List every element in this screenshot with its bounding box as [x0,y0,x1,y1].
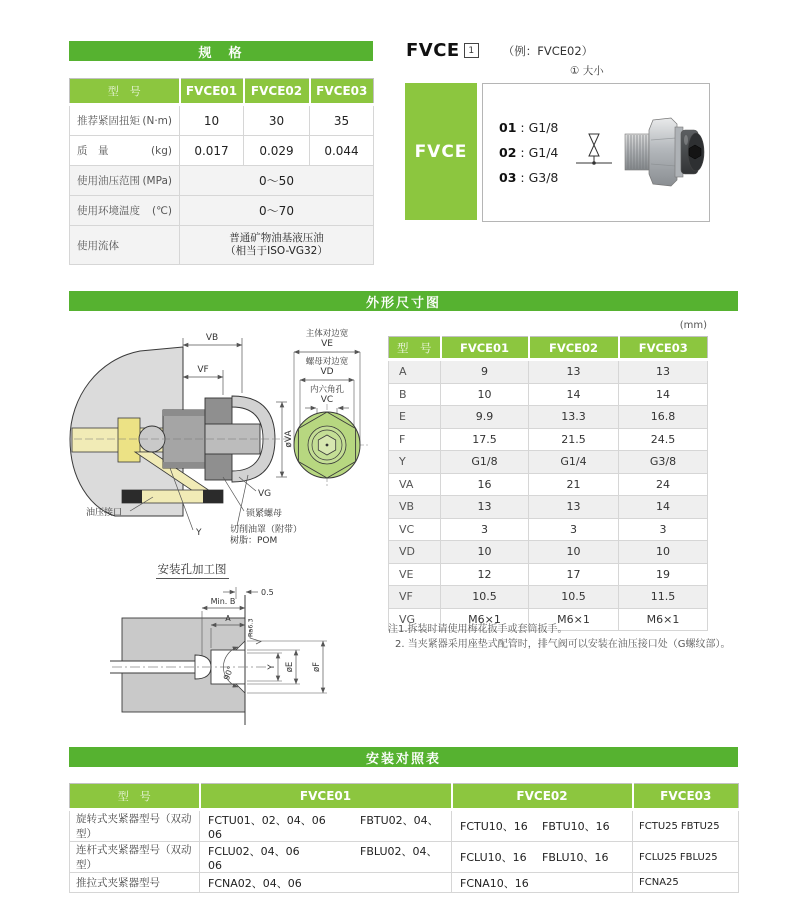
dim-header-fvce02: FVCE02 [529,337,619,360]
mounting-hole-drawing [110,575,380,733]
row-label-cell: 使用油压范围 (MPa) [70,166,180,196]
dim-row: VG M6×1 M6×1 M6×1 [389,608,708,631]
dim-header-row [389,337,708,360]
dim-row: E 9.9 13.3 16.8 [389,406,708,429]
dim-row: VA 16 21 24 [389,473,708,496]
mounting-section-title: 安装对照表 [365,751,441,767]
value-cell: FCLU25 FBLU25 [633,842,739,873]
svg-text:内六角孔: 内六角孔 [309,385,345,395]
svg-text:VD: VD [320,367,334,377]
value-cell: FCTU10、16 FBTU10、16 [452,810,633,842]
svg-text:A: A [225,614,231,623]
dimensions-section-title: 外形尺寸图 [365,295,441,311]
dim-row: VD 10 10 10 [389,541,708,564]
model-code-digit-box: 1 [464,43,479,58]
size-option: 01 : G1/8 [499,120,559,135]
note-line: 注1.拆装时请使用梅花扳手或套筒扳手。 [388,624,568,635]
svg-text:锁紧螺母: 锁紧螺母 [246,509,283,519]
mounting-hole-title: 安装孔加工图 [133,558,251,577]
svg-text:Ra6.3: Ra6.3 [246,618,255,637]
row-label-cell: 推荐紧固扭矩 (N·m) [70,105,180,136]
svg-text:Y: Y [267,664,277,670]
mount-row-link: 连杆式夹紧器型号（双动型） FCLU02、04、06 FBLU02、04、06 FCLU10、16 FBLU10、16 FCLU25 FBLU25 [70,842,739,873]
mount-header-row [70,784,739,810]
product-photo [623,110,705,194]
svg-text:øVA: øVA [284,430,294,448]
spec-header-row [70,79,374,105]
dim-row: Y G1/8 G1/4 G3/8 [389,451,708,474]
model-code-prefix: FVCE [406,40,460,61]
value-cell: FCLU10、16 FBLU10、16 [452,842,633,873]
dim-header-fvce03: FVCE03 [619,337,708,360]
mounting-section-header [69,747,738,767]
svg-text:øF: øF [312,661,322,673]
svg-text:油压接口: 油压接口 [86,508,123,518]
mount-row-rotary: 旋转式夹紧器型号（双动型） FCTU01、02、04、06 FBTU02、04、06 FCTU10、16 FBTU10、16 FCTU25 FBTU25 [70,810,739,842]
value-cell: FCNA25 [633,873,739,893]
check-valve-symbol-icon [571,124,619,174]
value-cell: FCTU25 FBTU25 [633,810,739,842]
svg-text:VF: VF [197,365,209,375]
value-cell: 0～70 [180,196,374,226]
row-label-cell: 质 量 (kg) [70,136,180,166]
model-code-series-box: FVCE [405,83,477,220]
svg-text:螺母对边宽: 螺母对边宽 [305,357,349,367]
mounting-table [69,783,739,893]
outline-dimension-drawing [60,325,382,555]
svg-text:0.5: 0.5 [261,588,274,597]
value-cell: 普通矿物油基液压油 （相当于ISO-VG32） [180,226,374,265]
svg-text:VG: VG [258,489,272,499]
spec-header-fvce02: FVCE02 [244,79,310,105]
spec-table [69,78,374,265]
svg-text:VC: VC [320,395,334,405]
value-cell: 0～50 [180,166,374,196]
dim-row: VF 10.5 10.5 11.5 [389,586,708,609]
dim-row: VB 13 13 14 [389,496,708,519]
dimension-notes [388,622,730,652]
value-cell: FCNA10、16 [452,873,633,893]
spec-header-fvce03: FVCE03 [310,79,374,105]
dim-row: F 17.5 21.5 24.5 [389,428,708,451]
mount-header-fvce02: FVCE02 [452,784,633,810]
dim-row: VC 3 3 3 [389,518,708,541]
model-code-options-box [482,83,710,222]
value-cell: 10 [180,105,244,136]
dim-row: B 10 14 14 [389,383,708,406]
svg-text:øE: øE [285,661,295,673]
value-cell: FCNA02、04、06 [200,873,452,893]
spec-row-torque [70,105,374,136]
value-cell: 35 [310,105,374,136]
dim-row: A 9 13 13 [389,360,708,384]
svg-text:VB: VB [205,333,219,343]
svg-text:树脂：POM: 树脂：POM [230,536,278,546]
mount-header-fvce03: FVCE03 [633,784,739,810]
mount-header-fvce01: FVCE01 [200,784,452,810]
value-cell: 30 [244,105,310,136]
model-code-title [406,40,593,61]
row-label-cell: 使用流体 [70,226,180,265]
svg-text:切削油罩（附带）: 切削油罩（附带） [230,525,303,535]
svg-text:Min. B: Min. B [210,597,236,606]
spec-header-fvce01: FVCE01 [180,79,244,105]
value-cell: FCLU02、04、06 FBLU02、04、06 [200,842,452,873]
unit-note: (mm) [679,320,707,331]
spec-header-model: 型 号 [70,79,180,105]
spec-row-fluid [70,226,374,265]
spec-row-pressure [70,166,374,196]
model-code-size-callout: ① 大小 [570,65,604,77]
mount-row-pushpull: 推拉式夹紧器型号 FCNA02、04、06 FCNA10、16 FCNA25 [70,873,739,893]
svg-text:90°: 90° [221,664,236,682]
svg-text:Y: Y [196,528,202,538]
row-label-cell: 使用环境温度 (℃) [70,196,180,226]
value-cell: FCTU01、02、04、06 FBTU02、04、06 [200,810,452,842]
dim-row: VE 12 17 19 [389,563,708,586]
mount-header-model: 型 号 [70,784,200,810]
svg-text:VE: VE [321,339,333,349]
svg-text:主体对边宽: 主体对边宽 [305,329,349,339]
spec-section-title: 规 格 [198,45,244,61]
size-option: 03 : G3/8 [499,170,559,185]
size-option: 02 : G1/4 [499,145,559,160]
dim-header-model: 型 号 [389,337,441,360]
spec-row-mass [70,136,374,166]
value-cell: 0.044 [310,136,374,166]
dimension-table [388,336,708,631]
model-code-example: （例：FVCE02） [502,43,594,58]
dim-header-fvce01: FVCE01 [441,337,529,360]
spec-row-temperature [70,196,374,226]
value-cell: 0.029 [244,136,310,166]
value-cell: 0.017 [180,136,244,166]
note-line: 2. 当夹紧器采用座垫式配管时，排气阀可以安装在油压接口处（G螺纹部）。 [395,639,731,650]
dimensions-section-header [69,291,738,311]
spec-section-header [69,41,373,61]
